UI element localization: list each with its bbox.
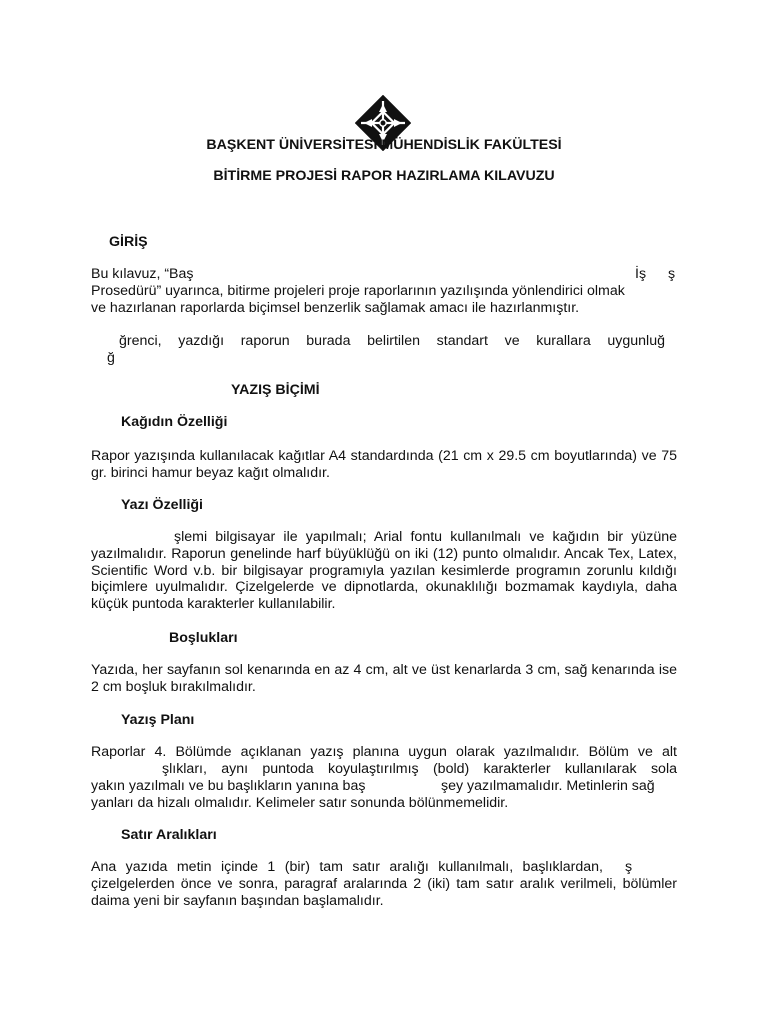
yazi-paragraph: yazılmalıdır. Raporun genelinde harf büyüklüğü on iki (12) punto olmalıdır. Ancak Tex, Latex, Scientific Word v.b. bir bilgisayar programıyla yazılan kesimlerde programın zorunlu kıldığı biçimlere uyulmalıdır. Çizelgelerde ve dipnotlarda, okunaklılığı bozmamak kaydıyla, daha küçük puntoda karakterler kullanılabilir. (91, 546, 677, 612)
giris-p2-line2: ğ (107, 350, 115, 366)
giris-p1-line1-a: Bu kılavuz, “Baş (91, 266, 194, 282)
plan-line3-b: şey yazılmamalıdır. Metinlerin sağ (441, 778, 655, 794)
plan-line3-a: yakın yazılmalı ve bu başlıkların yanına baş (91, 778, 366, 794)
satir-line1-b: ş (625, 859, 633, 875)
yazi-line1: şlemi bilgisayar ile yapılmalı; Arial fontu kullanılmalı ve kağıdın bir yüzüne (174, 529, 677, 545)
university-title: BAŞKENT ÜNİVERSİTESİ MÜHENDİSLİK FAKÜLTESİ (206, 137, 562, 153)
giris-p1-line1-b: İş (635, 266, 647, 282)
satir-line1-a: Ana yazıda metin içinde 1 (bir) tam satır aralığı kullanılmalı, başlıklardan, (91, 859, 603, 875)
giris-p1-line3: ve hazırlanan raporlarda biçimsel benzerlik sağlamak amacı ile hazırlanmıştır. (91, 300, 580, 316)
plan-line4: yanları da hizalı olmalıdır. Kelimeler satır sonunda bölünmemelidir. (91, 795, 509, 811)
satir-paragraph: çizelgelerden önce ve sonra, paragraf aralarında 2 (iki) tam satır aralık verilmeli, bölümler daima yeni bir sayfanın başından başlamalıdır. (91, 876, 677, 909)
plan-heading: Yazış Planı (121, 712, 195, 728)
giris-p1-line1-c: ş (668, 266, 676, 282)
bosluk-heading: Boşlukları (169, 630, 238, 646)
satir-heading: Satır Aralıkları (121, 827, 217, 843)
giris-heading: GİRİŞ (109, 234, 148, 250)
bosluk-paragraph: Yazıda, her sayfanın sol kenarında en az 4 cm, alt ve üst kenarlarda 3 cm, sağ kenarında ise 2 cm boşluk bırakılmalıdır. (91, 662, 677, 695)
kagit-heading: Kağıdın Özelliği (121, 414, 228, 430)
plan-line2: şlıkları, aynı puntoda koyulaştırılmış (bold) karakterler kullanılarak sola (162, 761, 677, 777)
kagit-paragraph: Rapor yazışında kullanılacak kağıtlar A4 standardında (21 cm x 29.5 cm boyutlarında) ve 75 gr. birinci hamur beyaz kağıt olmalıdır. (91, 448, 677, 481)
yazis-bicimi-heading: YAZIŞ BİÇİMİ (231, 382, 320, 398)
yazi-heading: Yazı Özelliği (121, 497, 204, 513)
giris-p2-line1: ğrenci, yazdığı raporun burada belirtilen standart ve kurallara uygunluğ (119, 333, 665, 349)
giris-p1-line2: Prosedürü” uyarınca, bitirme projeleri proje raporlarının yazılışında yönlendirici olmak (91, 283, 625, 299)
guide-title: BİTİRME PROJESİ RAPOR HAZIRLAMA KILAVUZU (213, 168, 555, 184)
plan-line1: Raporlar 4. Bölümde açıklanan yazış planına uygun olarak yazılmalıdır. Bölüm ve alt (91, 744, 677, 760)
